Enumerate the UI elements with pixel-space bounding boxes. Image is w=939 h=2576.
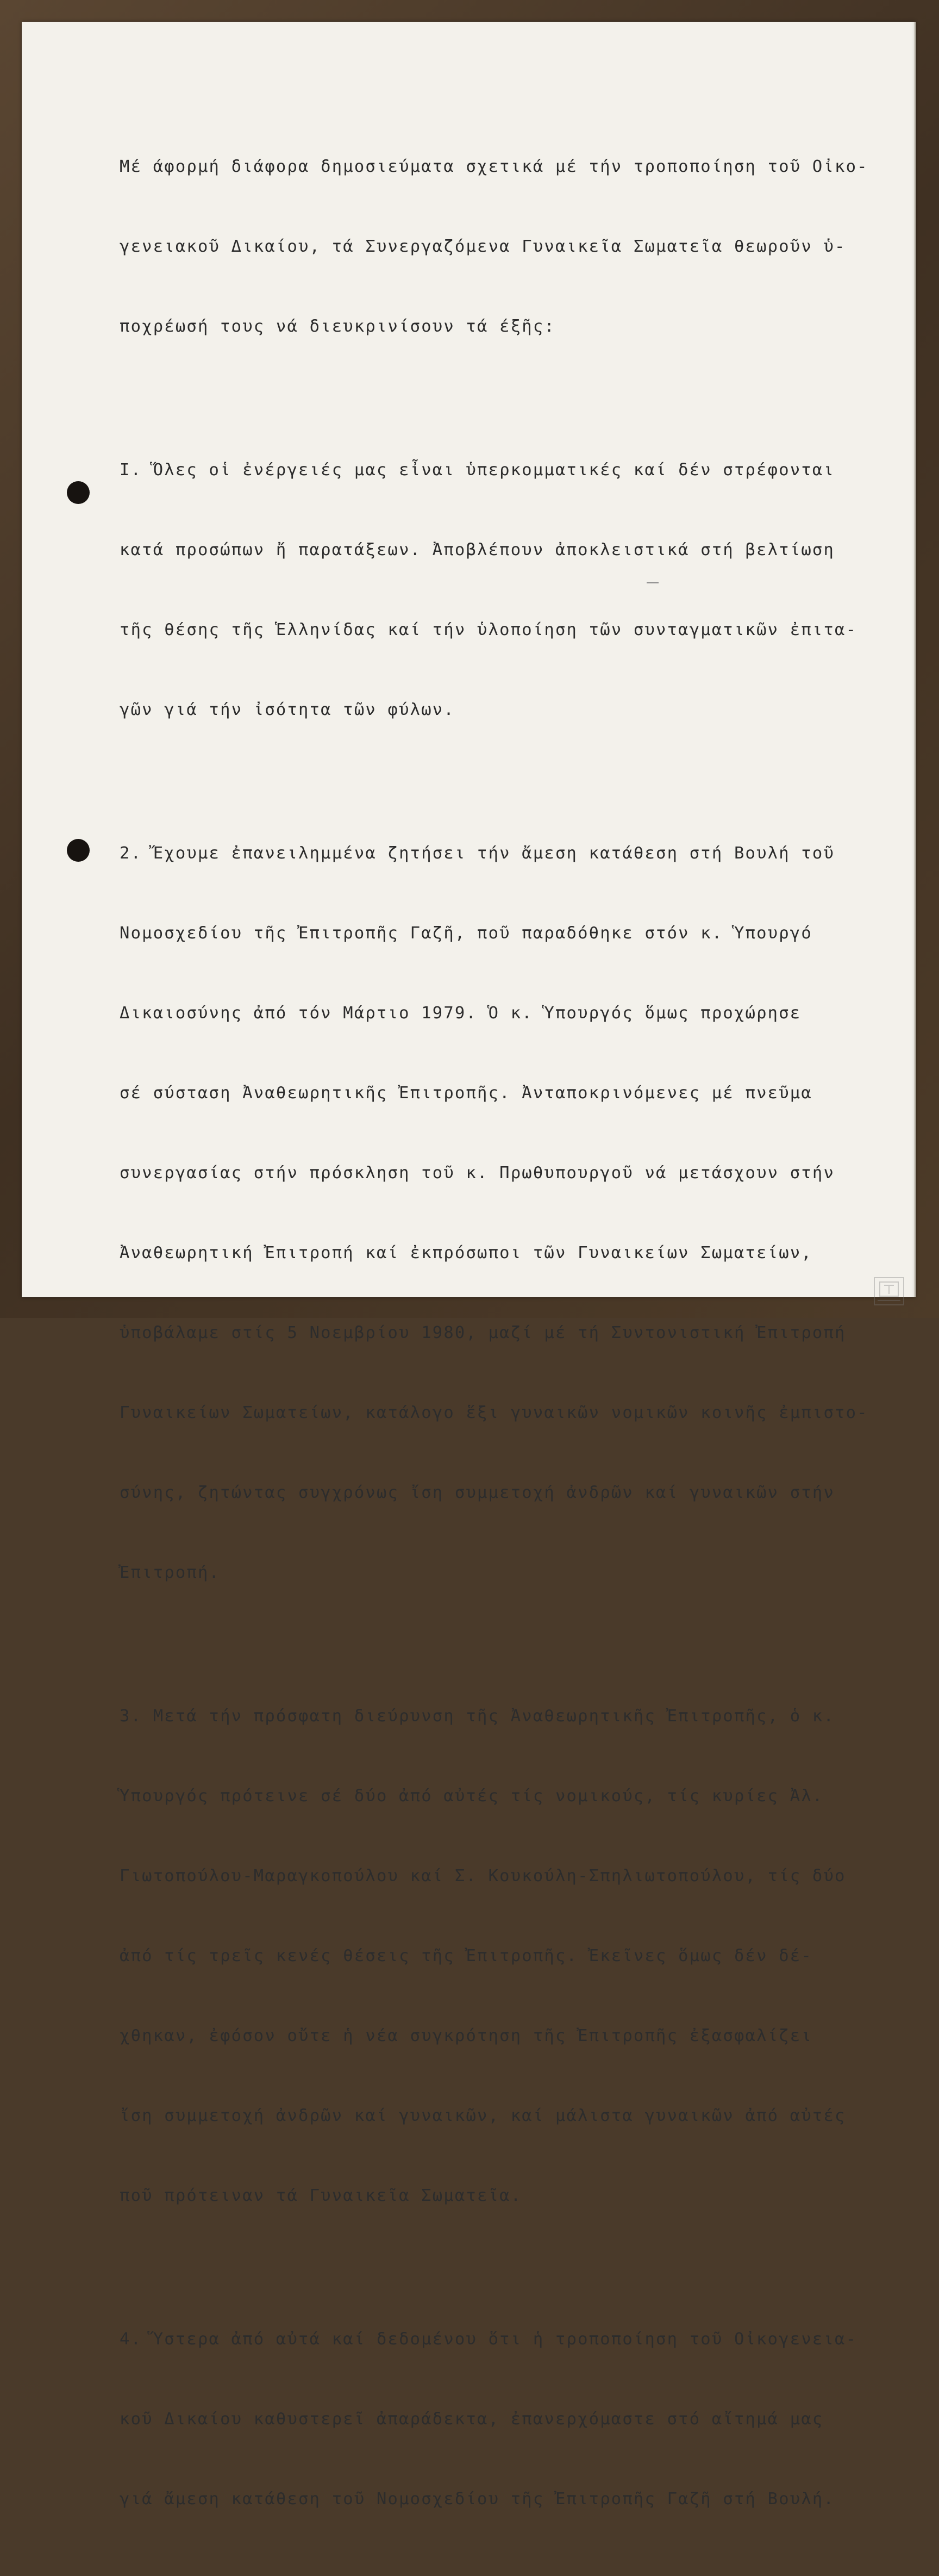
text-line: 2. Ἔχουμε ἐπανειλημμένα ζητήσει τήν ἄμεση κατάθεση στή Βουλή τοῦ — [120, 844, 835, 863]
text-line: Μέ άφορμή διάφορα δημοσιεύματα σχετικά μέ τήν τροποποίηση τοῦ Οἰκο- — [120, 157, 868, 176]
text-line: ἴση συμμετοχή ἀνδρῶν καί γυναικῶν, καί μάλιστα γυναικῶν ἀπό αὐτές — [120, 2106, 846, 2125]
typed-letter-body — [120, 100, 880, 2576]
text-line: ποῦ πρότειναν τά Γυναικεῖα Σωματεῖα. — [120, 2186, 522, 2205]
text-line: Δικαιοσύνης ἀπό τόν Μάρτιο 1979. Ὁ κ. Ὑπουργός ὅμως προχώρησε — [120, 1004, 802, 1023]
text-line: σέ σύσταση Ἀναθεωρητικῆς Ἐπιτροπῆς. Ἀνταποκρινόμενες μέ πνεῦμα — [120, 1084, 812, 1103]
text-line: σύνης, ζητώντας συγχρόνως ἴση συμμετοχή ἀνδρῶν καί γυναικῶν στήν — [120, 1483, 835, 1502]
point-2-paragraph — [120, 787, 880, 1639]
text-line: ποχρέωσή τους νά διευκρινίσουν τά έξῆς: — [120, 317, 555, 336]
text-line: Νομοσχεδίου τῆς Ἐπιτροπῆς Γαζῆ, ποῦ παραδόθηκε στόν κ. Ὑπουργό — [120, 924, 812, 943]
text-line: Ἐπιτροπή. — [120, 1563, 221, 1582]
punch-hole — [67, 839, 90, 862]
text-line: γιά ἄμεση κατάθεση τοῦ Νομοσχεδίου τῆς Ἐπιτροπῆς Γαζῆ στή Βουλή. — [120, 2490, 835, 2509]
text-line: κατά προσώπων ἤ παρατάξεων. Ἀποβλέπουν ἀποκλειστικά στή βελτίωση — [120, 540, 835, 559]
text-line: συνεργασίας στήν πρόσκληση τοῦ κ. Πρωθυπουργοῦ νά μετάσχουν στήν — [120, 1163, 835, 1183]
text-line: χθηκαν, ἐφόσον οὔτε ἡ νέα συγκρότηση τῆς Ἐπιτροπῆς ἐξασφαλίζει — [120, 2026, 812, 2045]
text-line: 3. Μετά τήν πρόσφατη διεύρυνση τῆς Ἀναθεωρητικῆς Ἐπιτροπῆς, ὁ κ. — [120, 1707, 835, 1726]
text-line: τῆς θέσης τῆς Ἑλληνίδας καί τήν ὑλοποίηση τῶν συνταγματικῶν ἐπιτα- — [120, 620, 857, 639]
text-line: γῶν γιά τήν ἰσότητα τῶν φύλων. — [120, 700, 455, 719]
text-line: ὑποβάλαμε στίς 5 Νοεμβρίου 1980, μαζί μέ τή Συντονιστική Ἐπιτροπή — [120, 1323, 846, 1342]
punch-hole — [67, 481, 90, 504]
text-line: 4. Ὕστερα ἀπό αὐτά καί δεδομένου ὅτι ἡ τροποποίηση τοῦ Οἰκογενεια- — [120, 2330, 857, 2349]
archive-stamp-icon — [872, 1275, 906, 1307]
text-line: κοῦ Δικαίου καθυστερεῖ ἀπαράδεκτα, ἐπανερχόμαστε στό αἴτημά μας — [120, 2410, 824, 2429]
intro-paragraph — [120, 100, 880, 393]
text-line: γενειακοῦ Δικαίου, τά Συνεργαζόμενα Γυναικεῖα Σωματεῖα θεωροῦν ὑ- — [120, 237, 846, 256]
text-line: Ὑπουργός πρότεινε σέ δύο ἀπό αὐτές τίς νομικούς, τίς κυρίες Ἀλ. — [120, 1787, 824, 1806]
text-line: Γυναικείων Σωματείων, κατάλογο ἕξι γυναικῶν νομικῶν κοινῆς ἐμπιστο- — [120, 1403, 868, 1422]
point-4-paragraph — [120, 2273, 880, 2566]
point-3-paragraph — [120, 1650, 880, 2262]
point-1-paragraph — [120, 403, 880, 776]
text-line: Γιωτοπούλου-Μαραγκοπούλου καί Σ. Κουκούλη-Σπηλιωτοπούλου, τίς δύο — [120, 1866, 846, 1886]
text-line: Ἀναθεωρητική Ἐπιτροπή καί ἐκπρόσωποι τῶν Γυναικείων Σωματείων, — [120, 1243, 812, 1262]
text-line: ἀπό τίς τρεῖς κενές θέσεις τῆς Ἐπιτροπῆς. Ἐκεῖνες ὅμως δέν δέ- — [120, 1946, 812, 1965]
text-line: I. Ὅλες οἱ ἐνέργειές μας εἶναι ὑπερκομματικές καί δέν στρέφονται — [120, 461, 835, 480]
